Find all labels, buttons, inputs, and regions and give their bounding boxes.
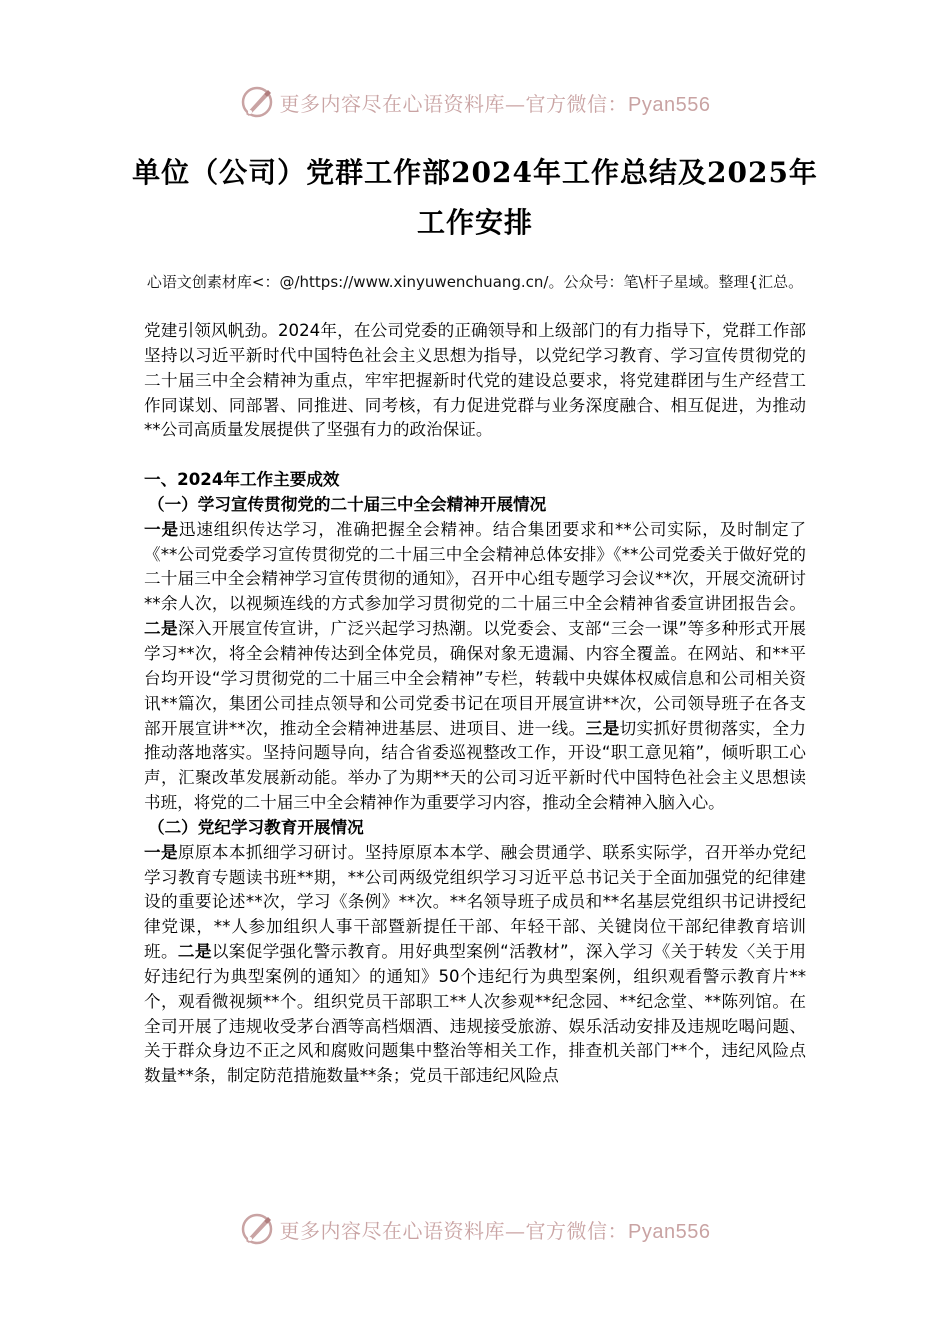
pen-logo-icon: [240, 85, 274, 119]
banner-text: [280, 88, 711, 117]
document-title: 单位（公司）党群工作部2024年工作总结及2025年工作安排: [132, 156, 818, 239]
banner-text: [280, 1215, 711, 1244]
paragraph-plenum-study: [144, 518, 806, 816]
document-body: [144, 319, 806, 1089]
paragraph-text: 深入开展宣传宣讲，广泛兴起学习热潮。以党委会、支部“三会一课”等多种形式开展学习**次，将全会精神传达到全体党员，确保对象无遗漏、内容全覆盖。在网站、和**平台均开设“学习贯彻党的二十届三中全会精神”专栏，转载中央媒体权威信息和公司相关资讯**篇次，集团公司挂点领导和公司党委书记在项目开展宣讲**次，公司领导班子在各支部开展宣讲**次，推动全会精神进基层、进项目、进一线。: [144, 619, 806, 738]
lead-second: 二是: [144, 619, 178, 639]
subsection-heading-plenum-study: （一）学习宣传贯彻党的二十届三中全会精神开展情况: [148, 494, 547, 514]
paragraph-text: 原原本本抓细学习研讨。坚持原原本本学、融会贯通学、联系实际学，召开举办党纪学习教育专题读书班**期，**公司两级党组织学习习近平总书记关于全面加强党的纪律建设的重要论述**次，学习《条例》**次。**名领导班子成员和**名基层党组织书记讲授纪律党课，**人参加组织人事干部暨新提任干部、年轻干部、关键岗位干部纪律教育培训班。: [144, 842, 806, 962]
section-heading-achievements: 一、2024年工作主要成效: [144, 470, 340, 490]
subsection-heading-discipline-education: （二）党纪学习教育开展情况: [148, 817, 364, 837]
intro-paragraph: 党建引领风帆劲。2024年，在公司党委的正确领导和上级部门的有力指导下，党群工作部坚持以习近平新时代中国特色社会主义思想为指导，以党纪学习教育、学习宣传贯彻党的二十届三中全会精神为重点，牢牢把握新时代党的建设总要求，将党建群团与生产经营工作同谋划、同部署、同推进、同考核，有力促进党群与业务深度融合、相互促进，为推动**公司高质量发展提供了坚强有力的政治保证。: [144, 321, 806, 440]
paragraph-text: 切实抓好贯彻落实，全力推动落地落实。坚持问题导向，结合省委巡视整改工作，开设“职工意见箱”，倾听职工心声，汇聚改革发展新动能。举办了为期**天的公司习近平新时代中国特色社会主义思想读书班，将党的二十届三中全会精神作为重要学习内容，推动全会精神入脑入心。: [144, 718, 806, 813]
paragraph-discipline-education: [144, 841, 806, 1089]
paragraph-text: 迅速组织传达学习，准确把握全会精神。结合集团要求和**公司实际，及时制定了《**公司党委学习宣传贯彻党的二十届三中全会精神总体安排》《**公司党委关于做好党的二十届三中全会精神学习宣传贯彻的通知》，召开中心组专题学习会议**次，开展交流研讨**余人次，以视频连线的方式参加学习贯彻党的二十届三中全会精神省委宣讲团报告会。: [144, 519, 807, 614]
banner-slogan: 更多内容尽在心语资料库—官方微信：: [279, 1218, 629, 1243]
banner-slogan: 更多内容尽在心语资料库—官方微信：: [279, 91, 629, 116]
lead-first: 一是: [144, 519, 179, 539]
banner-wechat-id: Pyan556: [628, 93, 711, 116]
banner-wechat-id: Pyan556: [628, 1220, 711, 1243]
lead-second: 二是: [177, 942, 212, 962]
header-banner: [0, 82, 950, 122]
lead-first: 一是: [144, 842, 178, 862]
footer-banner: [0, 1209, 950, 1249]
paragraph-text: 以案促学强化警示教育。用好典型案例“活教材”，深入学习《关于转发〈关于用好违纪行为典型案例的通知〉的通知》50个违纪行为典型案例，组织观看警示教育片**个，观看微视频**个。组织党员干部职工**人次参观**纪念园、**纪念堂、**陈列馆。在全司开展了违规收受茅台酒等高档烟酒、违规接受旅游、娱乐活动安排及违规吃喝问题、关于群众身边不正之风和腐败问题集中整治等相关工作，排查机关部门**个，违纪风险点数量**条，制定防范措施数量**条；党员干部违纪风险点: [144, 942, 806, 1086]
pen-logo-icon: [240, 1212, 274, 1246]
source-line: 心语文创素材库<：@/https://www.xinyuwenchuang.cn/。公众号：笔\杆子星域。整理{汇总。: [146, 273, 804, 291]
lead-third: 三是: [585, 718, 620, 738]
